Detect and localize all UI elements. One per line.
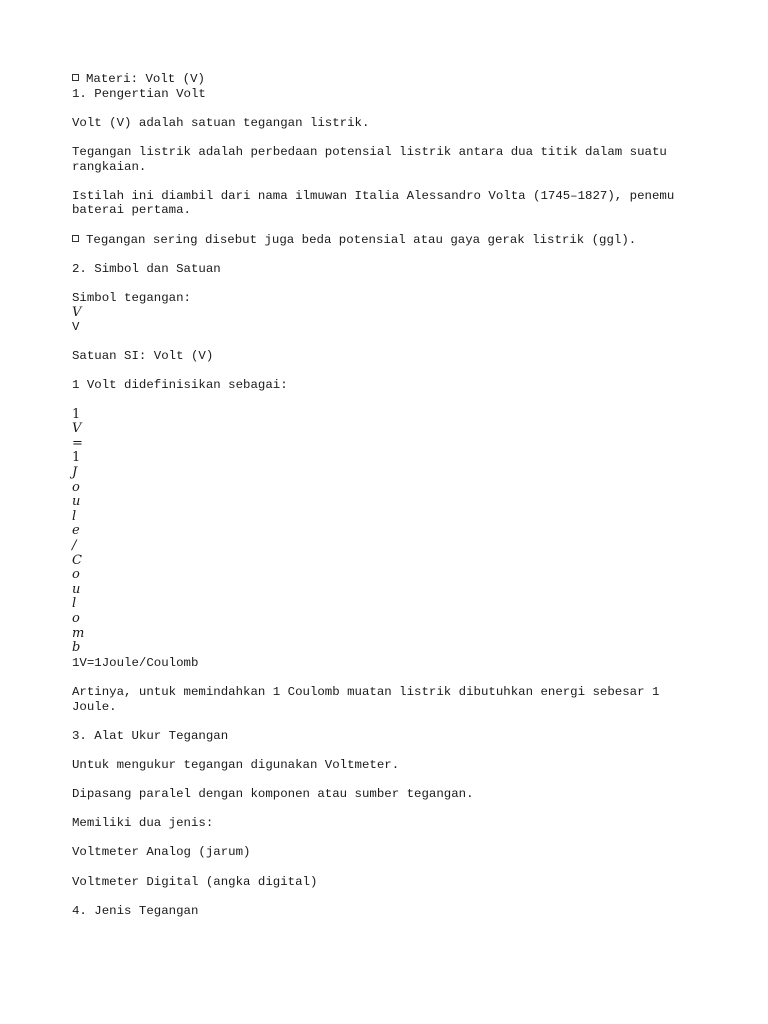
simbol-math: V [72,304,82,320]
formula-token: l [72,596,77,612]
heading-simbol: 2. Simbol dan Satuan [72,261,221,276]
note-line [72,233,696,248]
formula-token: e [72,523,80,539]
formula-plain: 1V=1Joule/Coulomb [72,655,199,670]
materi-title: Materi: Volt (V) [86,72,205,86]
formula-token: o [72,610,80,626]
heading-pengertian: 1. Pengertian Volt [72,86,206,101]
paragraph-definisi-volt: Volt (V) adalah satuan tegangan listrik. [72,115,370,130]
jenis-digital: Voltmeter Digital (angka digital) [72,874,318,889]
square-bullet-icon [72,235,79,242]
alat-ukur-1: Untuk mengukur tegangan digunakan Voltmeter. [72,757,400,772]
document-body [72,72,696,933]
simbol-label: Simbol tegangan: [72,290,191,305]
satuan-si: Satuan SI: Volt (V) [72,349,214,364]
formula-token: l [72,508,77,524]
formula-token: = [72,435,83,451]
paragraph-istilah: Istilah ini diambil dari nama ilmuwan Italia Alessandro Volta (1745–1827), penemu baterai pertama. [72,188,682,218]
definisi-label: 1 Volt didefinisikan sebagai: [72,378,288,393]
formula-token: u [72,581,81,597]
formula-token: C [72,552,82,568]
formula-token: o [72,567,80,583]
formula-token: o [72,479,80,495]
paragraph-artinya: Artinya, untuk memindahkan 1 Coulomb muatan listrik dibutuhkan energi sebesar 1 Joule. [72,684,667,714]
paragraph-tegangan: Tegangan listrik adalah perbedaan potensial listrik antara dua titik dalam suatu rangkaian. [72,144,675,174]
formula-token: b [72,640,81,656]
square-bullet-icon [72,74,79,81]
heading-alat-ukur: 3. Alat Ukur Tegangan [72,728,229,743]
simbol-plain: V [72,320,80,335]
jenis-label: Memiliki dua jenis: [72,816,214,831]
formula-token: J [72,465,78,481]
formula-token: / [72,538,77,553]
alat-ukur-2: Dipasang paralel dengan komponen atau sumber tegangan. [72,787,474,802]
formula-token: V [72,421,82,437]
heading-jenis-tegangan: 4. Jenis Tegangan [72,903,199,918]
formula-token: u [72,494,81,510]
note-text: Tegangan sering disebut juga beda potensial atau gaya gerak listrik (ggl). [86,232,637,247]
formula-math-block [72,408,696,656]
jenis-analog: Voltmeter Analog (jarum) [72,845,251,860]
formula-token: m [72,625,85,641]
materi-title-line [72,72,696,87]
formula-token: 1 [72,406,81,422]
formula-token: 1 [72,450,81,466]
